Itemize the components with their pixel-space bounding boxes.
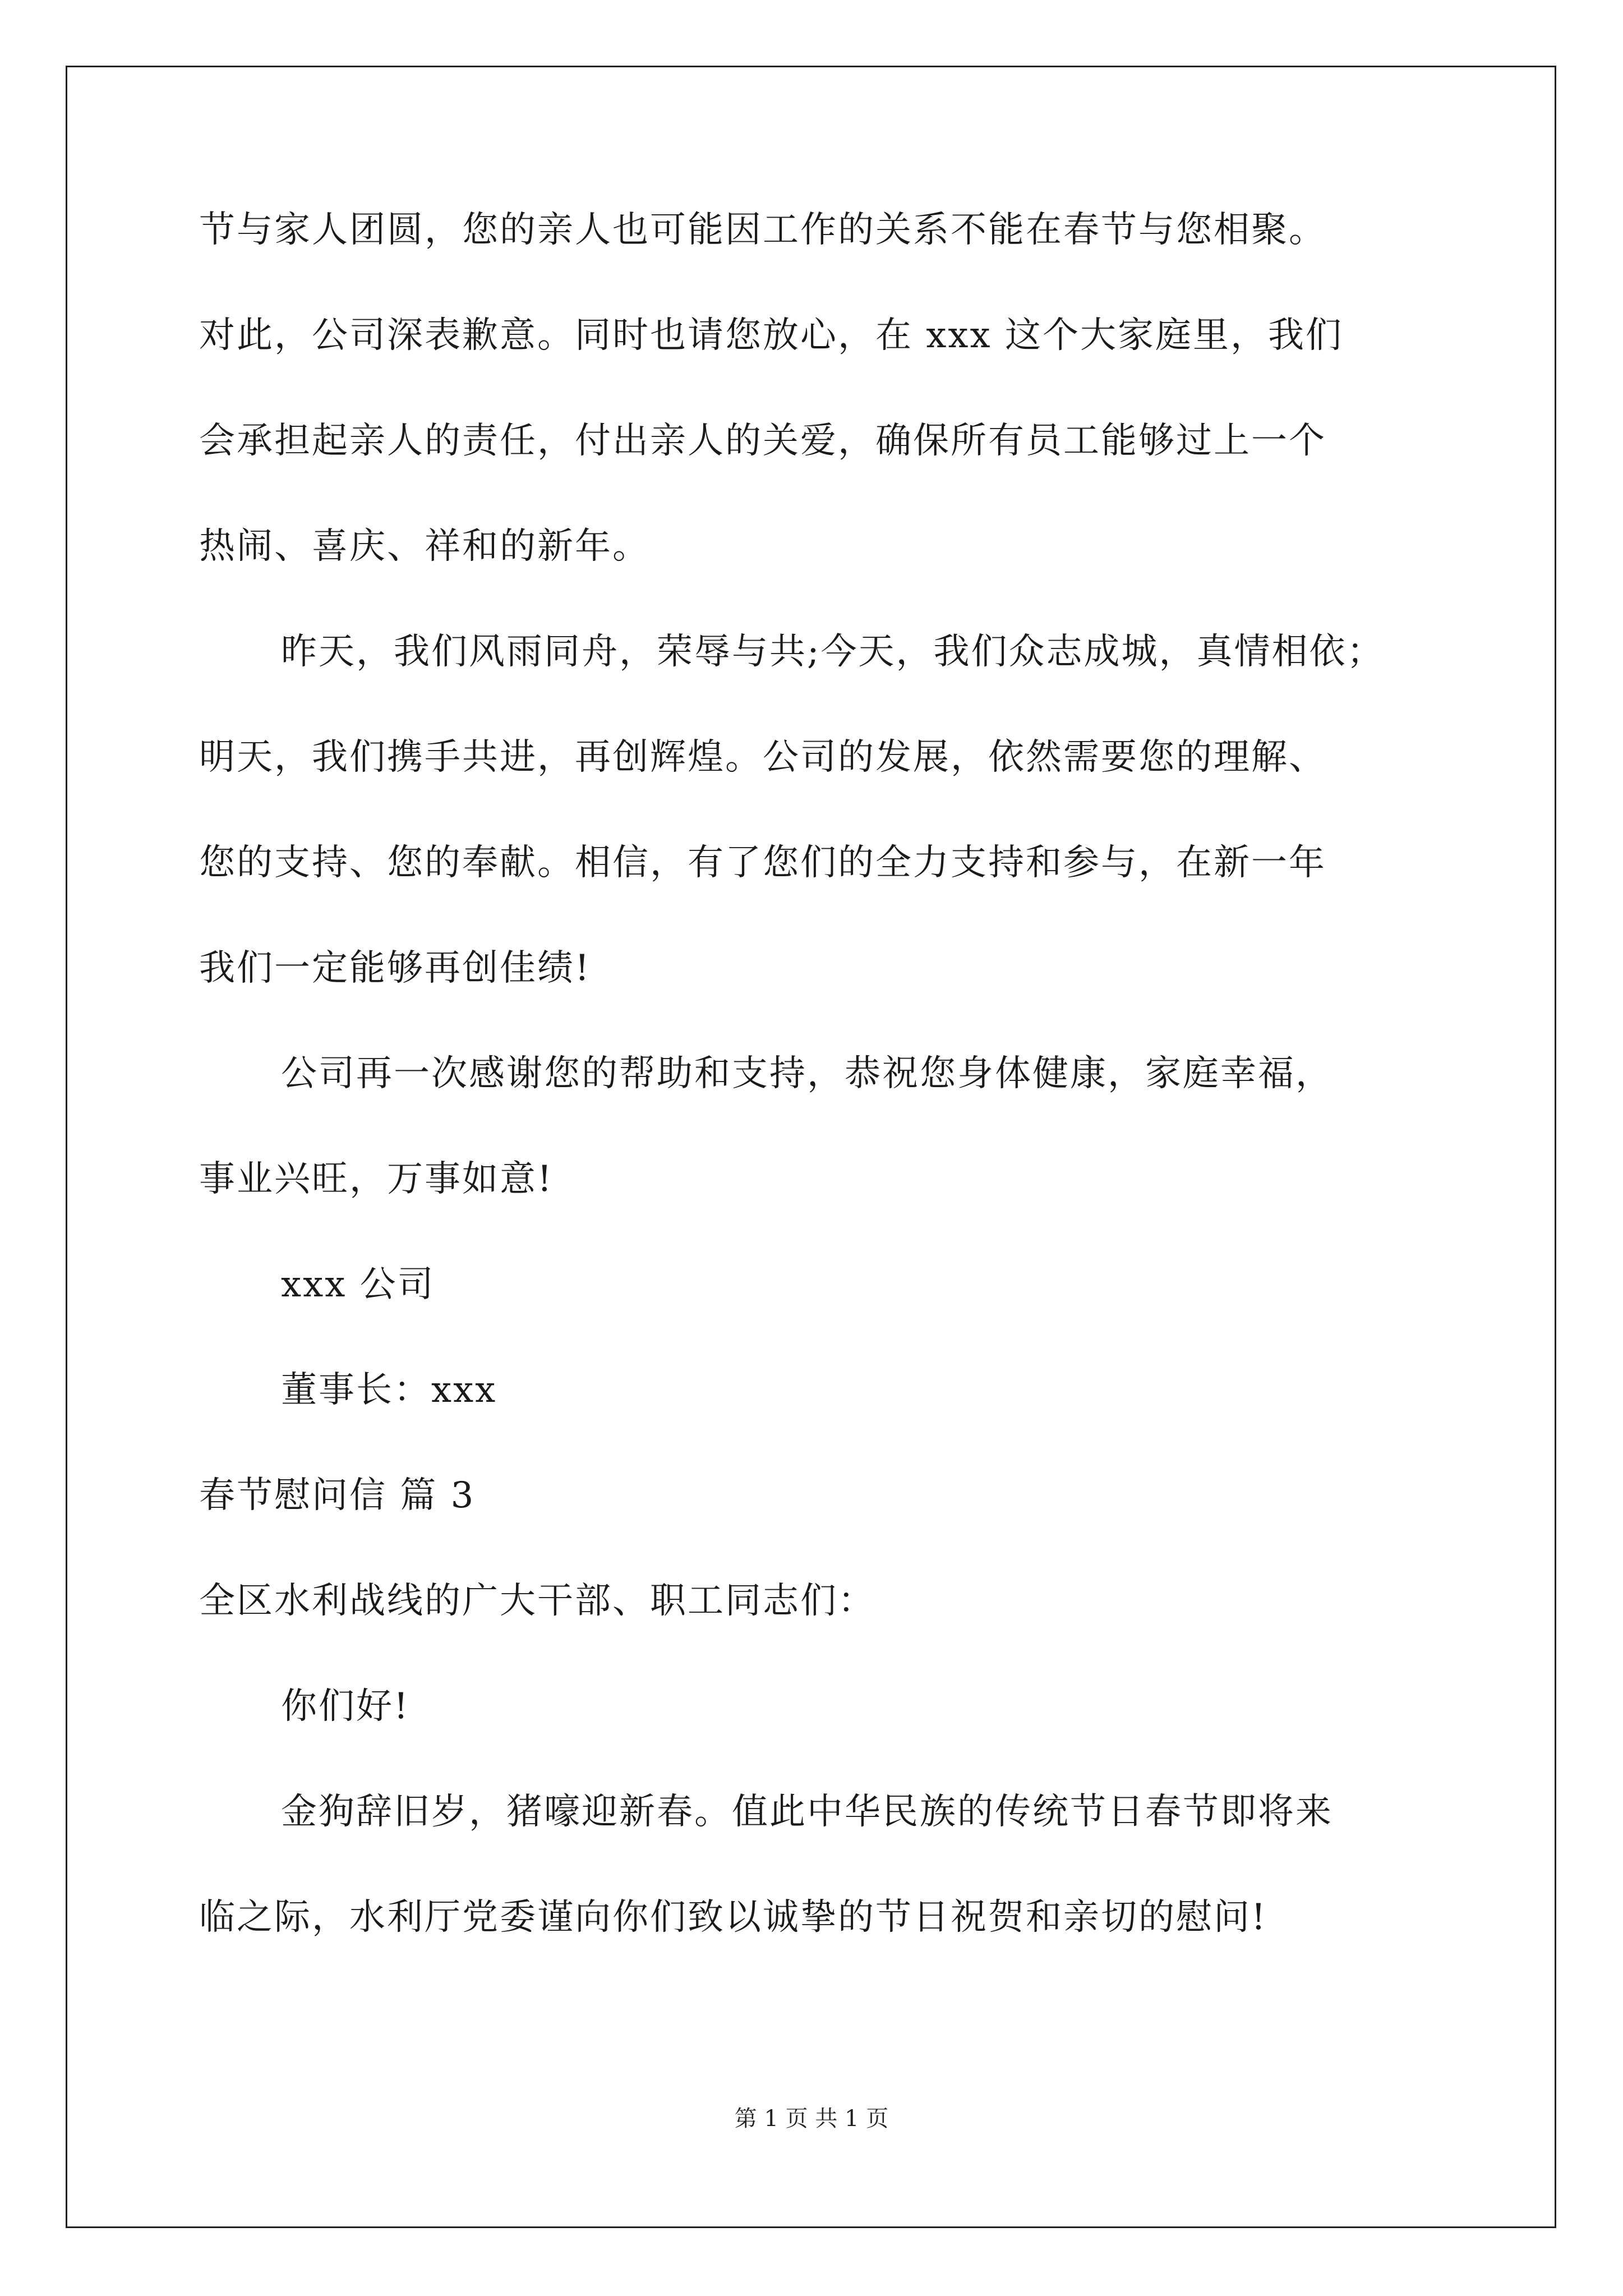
text-line: 您的支持、您的奉献。相信，有了您们的全力支持和参与，在新一年: [199, 842, 1326, 884]
signature-company: xxx 公司: [281, 1264, 435, 1305]
section-heading: 春节慰问信 篇 3: [199, 1475, 476, 1516]
text-line: 公司再一次感谢您的帮助和支持，恭祝您身体健康，家庭幸福，: [281, 1053, 1333, 1094]
text-line: 热闹、喜庆、祥和的新年。: [199, 526, 650, 567]
page-number-footer: 第 1 页 共 1 页: [734, 2106, 889, 2132]
text-line: 明天，我们携手共进，再创辉煌。公司的发展，依然需要您的理解、: [199, 737, 1326, 778]
text-line: 事业兴旺，万事如意!: [199, 1158, 554, 1200]
text-line: 会承担起亲人的责任，付出亲人的关爱，确保所有员工能够过上一个: [199, 420, 1326, 462]
text-line: 节与家人团圆，您的亲人也可能因工作的关系不能在春节与您相聚。: [199, 209, 1326, 251]
text-line: 对此，公司深表歉意。同时也请您放心，在 xxx 这个大家庭里，我们: [199, 315, 1343, 356]
text-line: 昨天，我们风雨同舟，荣辱与共;今天，我们众志成城，真情相依；: [281, 631, 1385, 673]
text-line: 我们一定能够再创佳绩!: [199, 947, 591, 989]
greeting: 你们好!: [281, 1686, 410, 1727]
text-line: 金狗辞旧岁，猪嚎迎新春。值此中华民族的传统节日春节即将来: [281, 1791, 1333, 1833]
text-line: 临之际，水利厅党委谨向你们致以诚挚的节日祝贺和亲切的慰问!: [199, 1897, 1267, 1938]
signature-chairman: 董事长：xxx: [281, 1369, 497, 1411]
salutation: 全区水利战线的广大干部、职工同志们：: [199, 1580, 875, 1622]
